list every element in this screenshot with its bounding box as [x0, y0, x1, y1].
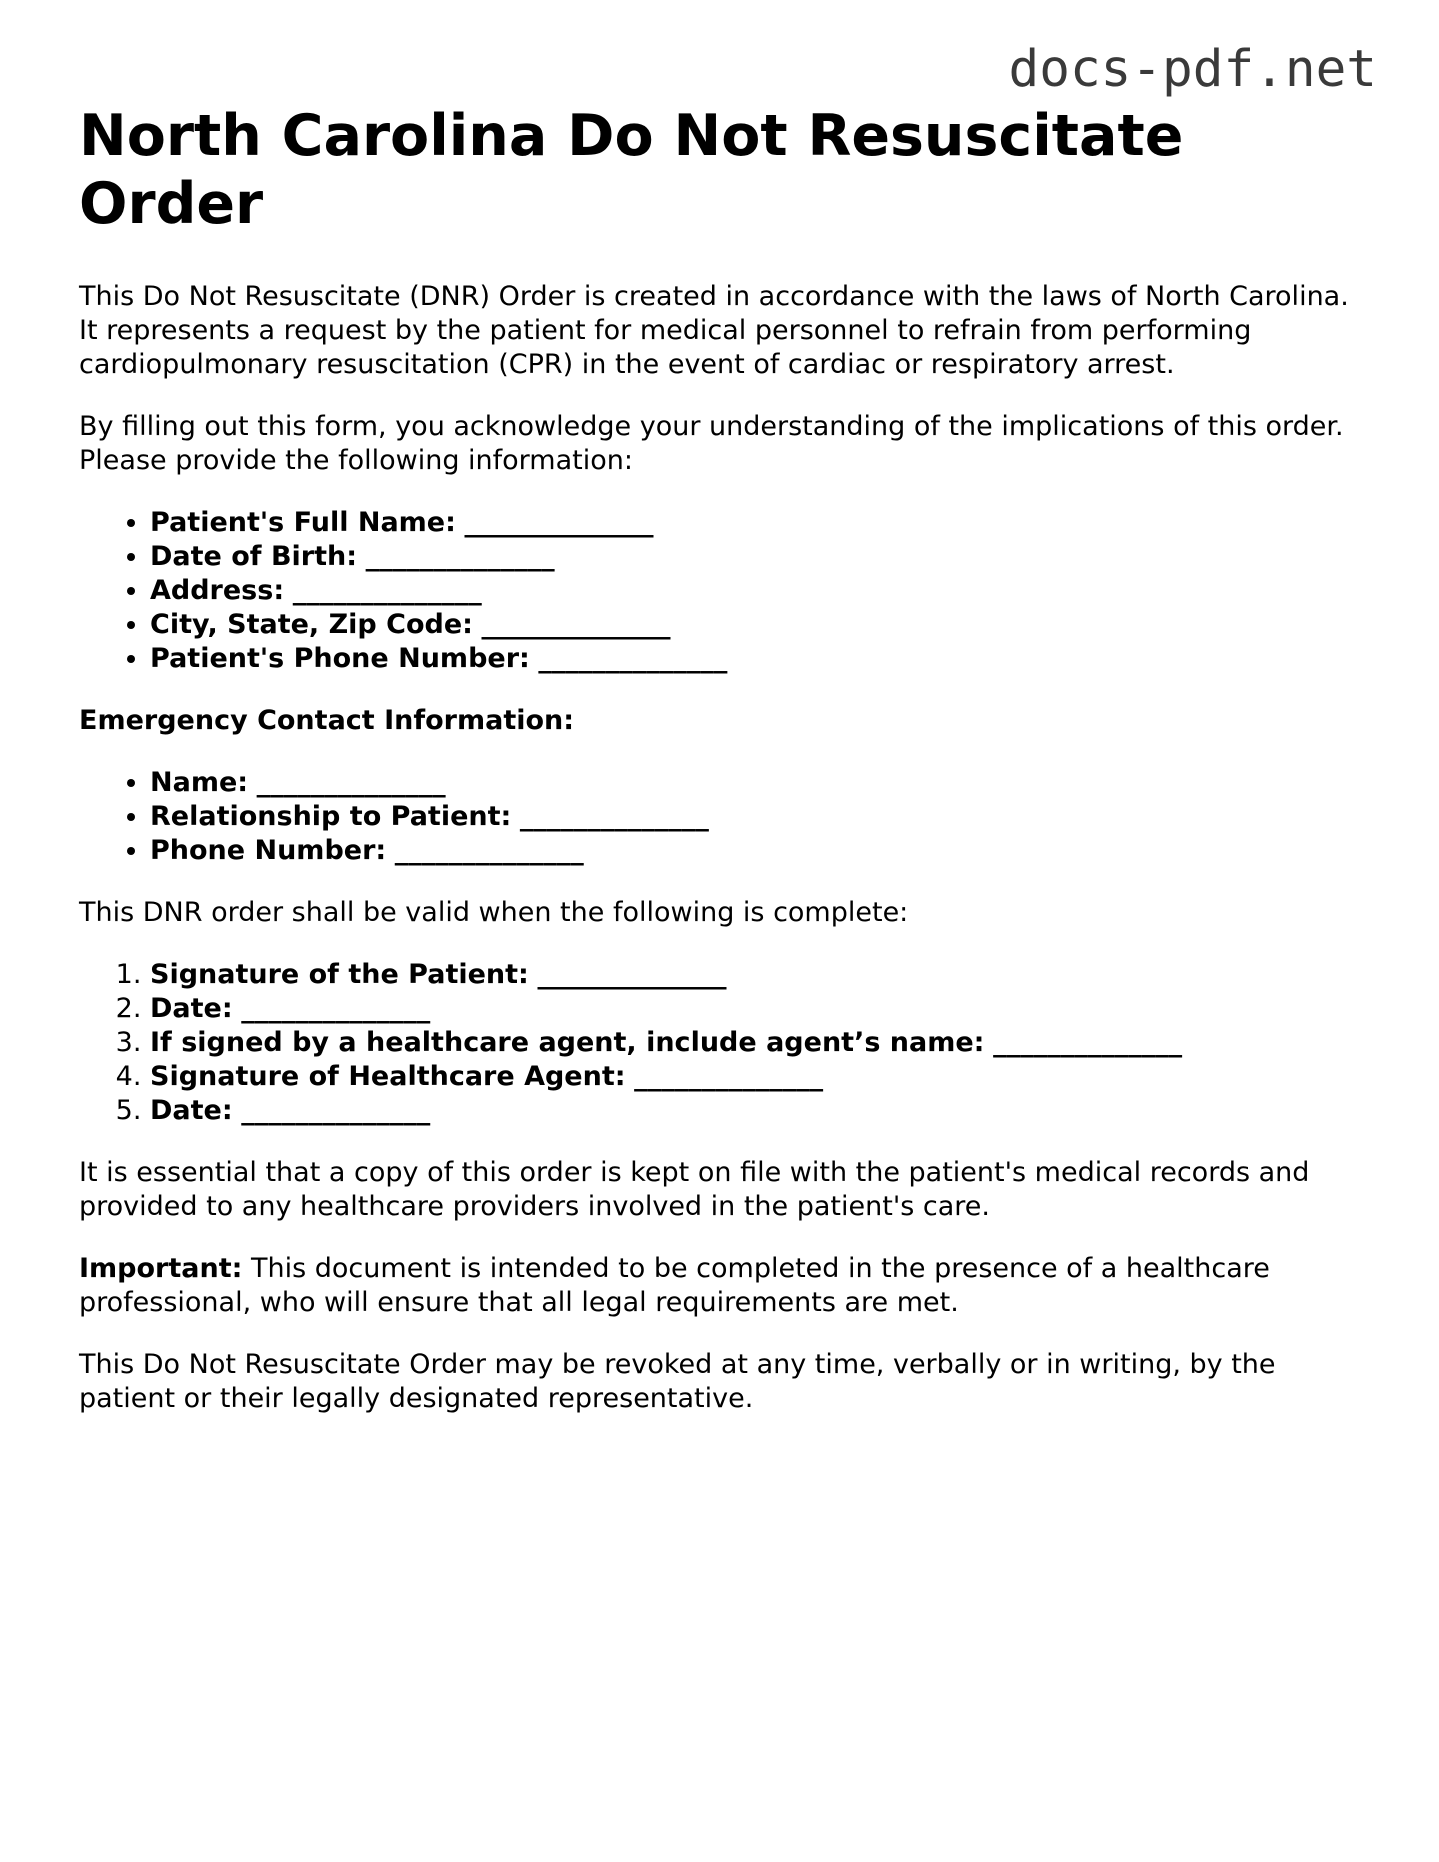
document-page — [79, 102, 1369, 1444]
list-item — [150, 834, 1369, 868]
important-label: Important: — [79, 1253, 243, 1284]
field-label: Date: — [150, 1095, 233, 1126]
field-label: Signature of the Patient: — [150, 959, 529, 990]
blank-line[interactable]: ______________ — [464, 507, 654, 538]
records-paragraph: It is essential that a copy of this order is kept on file with the patient's medical records and provided to any healthcare providers involved in the patient's care. — [79, 1157, 1310, 1222]
blank-line[interactable]: ______________ — [634, 1061, 824, 1092]
list-item — [150, 642, 1369, 676]
field-label: Signature of Healthcare Agent: — [150, 1061, 626, 1092]
blank-line[interactable]: ______________ — [292, 575, 482, 606]
important-text: This document is intended to be completed in the presence of a healthcare professional, who will ensure that all legal requirements are met. — [79, 1253, 1270, 1318]
field-label: Date: — [150, 993, 233, 1024]
blank-line[interactable]: ______________ — [256, 767, 446, 798]
page-title: North Carolina Do Not Resuscitate Order — [79, 103, 1184, 237]
important-paragraph — [79, 1252, 1369, 1320]
blank-line[interactable]: ______________ — [365, 541, 555, 572]
intro-paragraph: This Do Not Resuscitate (DNR) Order is created in accordance with the laws of North Carolina. It represents a request by the patient for medical personnel to refrain from performing cardiopulmonary resuscitation (CPR) in the event of cardiac or respiratory arrest. — [79, 281, 1349, 380]
blank-line[interactable]: ______________ — [394, 835, 584, 866]
blank-line[interactable]: ______________ — [538, 643, 728, 674]
blank-line[interactable]: ______________ — [481, 609, 671, 640]
list-item — [150, 958, 1369, 992]
field-label: Address: — [150, 575, 285, 606]
blank-line[interactable]: ______________ — [519, 801, 709, 832]
instructions-paragraph: By filling out this form, you acknowledge your understanding of the implications of this order. Please provide the following information: — [79, 411, 1344, 476]
list-item — [150, 800, 1369, 834]
patient-info-list — [79, 506, 1369, 676]
blank-line[interactable]: ______________ — [241, 993, 431, 1024]
blank-line[interactable]: ______________ — [537, 959, 727, 990]
field-label: Phone Number: — [150, 835, 387, 866]
list-item — [150, 992, 1369, 1026]
blank-line[interactable]: ______________ — [993, 1027, 1183, 1058]
field-label: Date of Birth: — [150, 541, 358, 572]
field-label: If signed by a healthcare agent, include agent’s name: — [150, 1027, 985, 1058]
list-item — [150, 608, 1369, 642]
field-label: City, State, Zip Code: — [150, 609, 473, 640]
emergency-contact-list — [79, 766, 1369, 868]
list-item — [150, 506, 1369, 540]
revocation-paragraph: This Do Not Resuscitate Order may be revoked at any time, verbally or in writing, by the patient or their legally designated representative. — [79, 1349, 1276, 1414]
field-label: Name: — [150, 767, 249, 798]
field-label: Patient's Full Name: — [150, 507, 456, 538]
field-label: Patient's Phone Number: — [150, 643, 530, 674]
list-item — [150, 574, 1369, 608]
watermark: docs-pdf.net — [1008, 40, 1377, 99]
emergency-contact-heading: Emergency Contact Information: — [79, 705, 575, 736]
signature-list — [79, 958, 1369, 1128]
list-item — [150, 1060, 1369, 1094]
blank-line[interactable]: ______________ — [241, 1095, 431, 1126]
list-item — [150, 1094, 1369, 1128]
list-item — [150, 540, 1369, 574]
field-label: Relationship to Patient: — [150, 801, 512, 832]
validity-paragraph: This DNR order shall be valid when the following is complete: — [79, 897, 909, 928]
list-item — [150, 1026, 1369, 1060]
list-item — [150, 766, 1369, 800]
